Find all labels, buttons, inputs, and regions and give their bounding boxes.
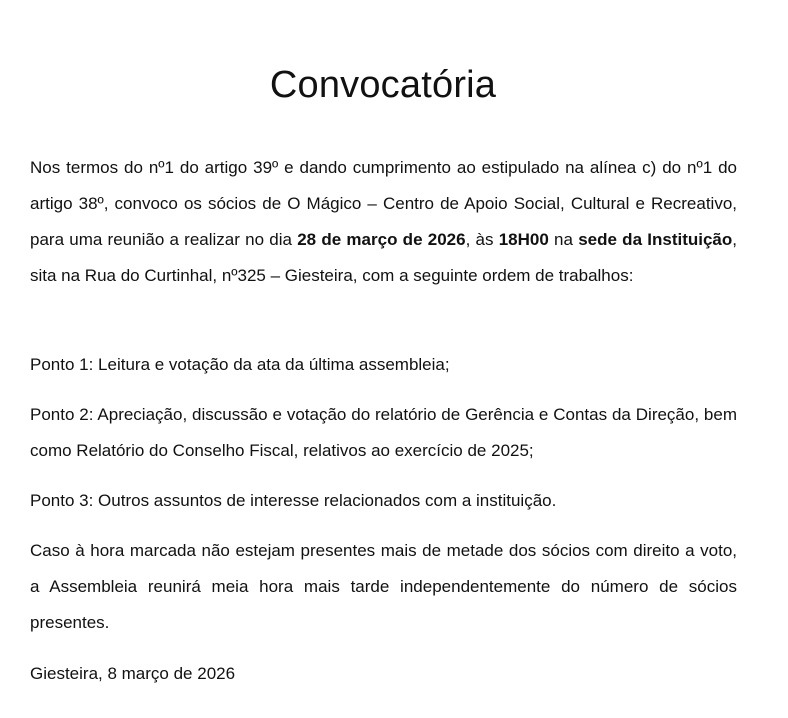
agenda-point-3: Ponto 3: Outros assuntos de interesse relacionados com a instituição. — [30, 491, 557, 510]
intro-text-2: , às — [465, 230, 499, 249]
intro-paragraph — [30, 150, 737, 294]
meeting-place: sede da Instituição — [578, 230, 733, 249]
intro-text-1: Nos termos do nº1 do artigo 39º e dando cumprimento ao estipulado na alínea c) do nº1 do artigo 38º, convoco os sócios de O Mágico – Centro de Apoio Social, Cultural e Recreativo, para uma reunião a realizar no dia — [30, 158, 737, 249]
agenda-point-2: Ponto 2: Apreciação, discussão e votação do relatório de Gerência e Contas da Direção, bem como Relatório do Conselho Fiscal, relativos ao exercício de 2025; — [30, 405, 737, 460]
quorum-note: Caso à hora marcada não estejam presentes mais de metade dos sócios com direito a voto, a Assembleia reunirá meia hora mais tarde independentemente do número de sócios presentes. — [30, 541, 737, 632]
intro-text-4: , sita na Rua do Curtinhal, nº325 – Giesteira, com a seguinte ordem de trabalhos: — [30, 230, 737, 285]
meeting-date: 28 de março de 2026 — [297, 230, 466, 249]
document-title: Convocatória — [269, 64, 497, 107]
meeting-time: 18H00 — [498, 230, 549, 249]
place-date-line: Giesteira, 8 março de 2026 — [30, 664, 236, 683]
agenda-point-1: Ponto 1: Leitura e votação da ata da última assembleia; — [30, 355, 450, 374]
intro-text-3: na — [548, 230, 579, 249]
